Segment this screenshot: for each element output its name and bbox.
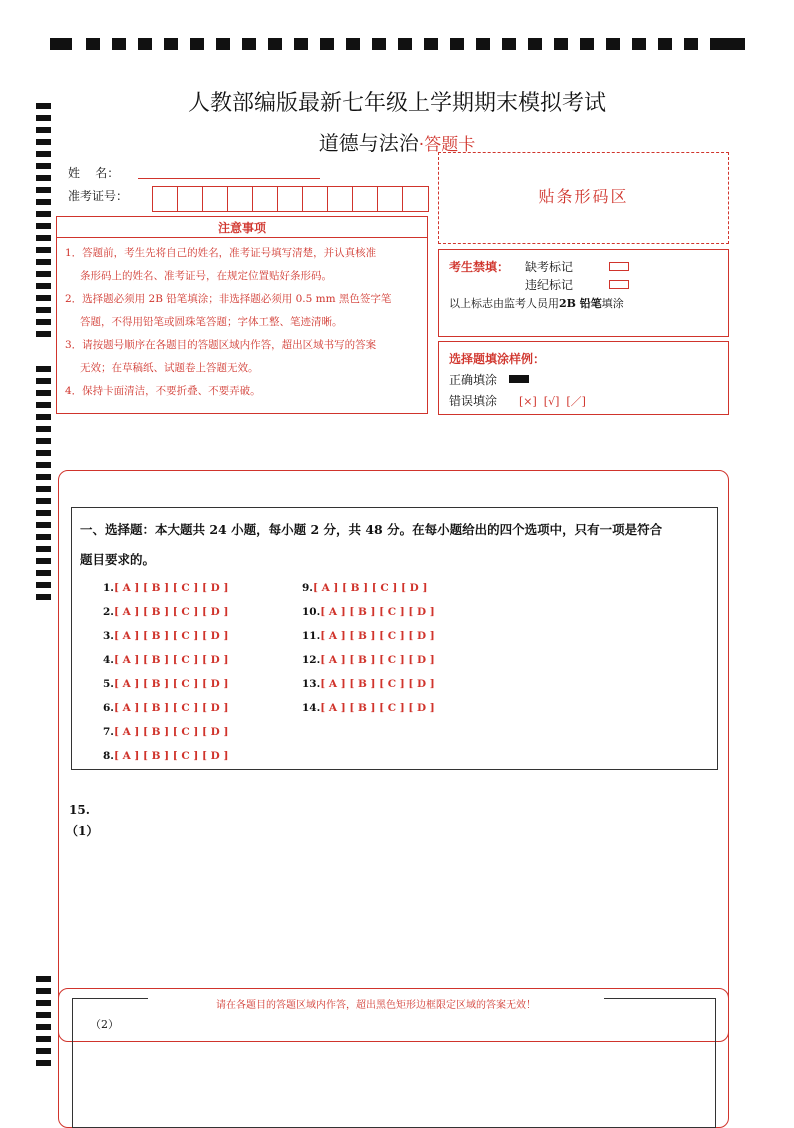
mc-answer-options[interactable]: [ A ] [ B ] [ C ] [ D ] bbox=[320, 654, 435, 666]
notice-item: 1．答题前，考生先将自己的姓名，准考证号填写清楚，并认真核准 bbox=[65, 247, 377, 259]
id-cell[interactable] bbox=[253, 187, 278, 211]
question-15-part1: （1） bbox=[66, 824, 99, 838]
name-field[interactable] bbox=[138, 178, 320, 179]
correct-fill-mark bbox=[509, 375, 529, 383]
id-cell[interactable] bbox=[153, 187, 178, 211]
card-suffix: ·答题卡 bbox=[418, 135, 476, 155]
mc-question-row[interactable] bbox=[302, 606, 435, 618]
id-number-grid[interactable] bbox=[152, 186, 429, 212]
mc-heading-line1: 一、选择题：本大题共 24 小题，每小题 2 分，共 48 分。在每小题给出的四个选项中，只有一项是符合 bbox=[80, 522, 663, 537]
violation-mark-label: 违纪标记 bbox=[525, 278, 574, 292]
exam-title: 人教部编版最新七年级上学期期末模拟考试 bbox=[187, 91, 606, 116]
mc-answer-options[interactable]: [ A ] [ B ] [ C ] [ D ] bbox=[113, 582, 229, 594]
mc-question-number: 13. bbox=[302, 678, 321, 690]
mc-question-row[interactable] bbox=[103, 630, 228, 642]
mc-question-row[interactable] bbox=[302, 654, 435, 666]
mc-question-number: 6. bbox=[103, 702, 114, 714]
mc-answer-options[interactable]: [ A ] [ B ] [ C ] [ D ] bbox=[113, 750, 229, 762]
mc-question-row[interactable] bbox=[103, 678, 228, 690]
mc-question-number: 10. bbox=[302, 606, 321, 618]
id-cell[interactable] bbox=[203, 187, 228, 211]
mc-question-number: 7. bbox=[103, 726, 114, 738]
mc-question-row[interactable] bbox=[302, 630, 435, 642]
notice-item: 无效；在草稿纸、试题卷上答题无效。 bbox=[80, 362, 259, 374]
mc-question-row[interactable] bbox=[103, 606, 228, 618]
mc-question-number: 3. bbox=[103, 630, 114, 642]
mc-question-row[interactable] bbox=[302, 678, 435, 690]
id-cell[interactable] bbox=[353, 187, 378, 211]
answer-box-2[interactable] bbox=[72, 998, 716, 1128]
mc-question-number: 11. bbox=[302, 630, 321, 642]
question-15-number: 15. bbox=[69, 803, 90, 817]
name-label: 姓 名： bbox=[68, 166, 120, 180]
mc-question-row[interactable] bbox=[103, 726, 228, 738]
mc-answer-options[interactable]: [ A ] [ B ] [ C ] [ D ] bbox=[320, 606, 435, 618]
mc-question-number: 4. bbox=[103, 654, 114, 666]
mc-answer-options[interactable]: [ A ] [ B ] [ C ] [ D ] bbox=[113, 678, 229, 690]
question-15-part2: （2） bbox=[90, 1018, 119, 1031]
mc-question-row[interactable] bbox=[302, 582, 427, 594]
examinee-forbidden-box bbox=[438, 249, 729, 337]
wrong-fill-marks: [×] [√] [／] bbox=[519, 395, 586, 408]
forbidden-note bbox=[449, 295, 624, 311]
mc-answer-options[interactable]: [ A ] [ B ] [ C ] [ D ] bbox=[113, 726, 229, 738]
notice-body bbox=[56, 238, 428, 414]
id-cell[interactable] bbox=[303, 187, 328, 211]
id-label: 准考证号： bbox=[68, 189, 129, 203]
notice-item: 2．选择题必须用 2B 铅笔填涂；非选择题必须用 0.5 mm 黑色签字笔 bbox=[65, 293, 392, 305]
notice-title: 注意事项 bbox=[56, 216, 428, 238]
question-15-part1-answer-area[interactable] bbox=[68, 840, 718, 980]
fill-sample-box bbox=[438, 341, 729, 415]
mc-answer-options[interactable]: [ A ] [ B ] [ C ] [ D ] bbox=[320, 630, 435, 642]
violation-mark-box[interactable] bbox=[609, 280, 629, 289]
id-cell[interactable] bbox=[403, 187, 428, 211]
mc-answer-options[interactable]: [ A ] [ B ] [ C ] [ D ] bbox=[113, 702, 229, 714]
mc-answer-options[interactable]: [ A ] [ B ] [ C ] [ D ] bbox=[320, 678, 435, 690]
mc-answer-options[interactable]: [ A ] [ B ] [ C ] [ D ] bbox=[113, 630, 229, 642]
absent-mark-label: 缺考标记 bbox=[525, 260, 574, 274]
forbidden-note-pre: 以上标志由监考人员用 bbox=[449, 297, 559, 310]
mc-question-number: 14. bbox=[302, 702, 321, 714]
top-timing-marks bbox=[50, 38, 745, 50]
forbidden-title: 考生禁填： bbox=[449, 260, 510, 274]
notice-item: 4．保持卡面清洁，不要折叠、不要弄破。 bbox=[65, 385, 261, 397]
mc-question-row[interactable] bbox=[103, 654, 228, 666]
mc-question-number: 12. bbox=[302, 654, 321, 666]
subject-name: 道德与法治 bbox=[318, 131, 419, 155]
correct-fill-label: 正确填涂 bbox=[449, 373, 498, 387]
forbidden-note-bold: 2B 铅笔 bbox=[559, 297, 602, 310]
mc-question-row[interactable] bbox=[302, 702, 435, 714]
mc-answer-options[interactable]: [ A ] [ B ] [ C ] [ D ] bbox=[113, 606, 229, 618]
mc-answer-options[interactable]: [ A ] [ B ] [ C ] [ D ] bbox=[113, 654, 229, 666]
id-cell[interactable] bbox=[378, 187, 403, 211]
mc-heading-line2: 题目要求的。 bbox=[80, 552, 156, 567]
id-cell[interactable] bbox=[278, 187, 303, 211]
barcode-area: 贴条形码区 bbox=[438, 152, 729, 244]
mc-question-number: 5. bbox=[103, 678, 114, 690]
mc-answer-options[interactable]: [ A ] [ B ] [ C ] [ D ] bbox=[312, 582, 428, 594]
mc-answer-options[interactable]: [ A ] [ B ] [ C ] [ D ] bbox=[320, 702, 435, 714]
mc-question-number: 1. bbox=[103, 582, 114, 594]
mc-question-number: 9. bbox=[302, 582, 313, 594]
notice-item: 条形码上的姓名、准考证号，在规定位置贴好条形码。 bbox=[80, 270, 332, 282]
mc-question-number: 8. bbox=[103, 750, 114, 762]
notice-item: 3．请按题号顺序在各题目的答题区域内作答，超出区域书写的答案 bbox=[65, 339, 377, 351]
sample-title: 选择题填涂样例： bbox=[449, 352, 546, 366]
mc-question-row[interactable] bbox=[103, 750, 228, 762]
id-cell[interactable] bbox=[328, 187, 353, 211]
mc-question-row[interactable] bbox=[103, 702, 228, 714]
out-of-area-warning: 请在各题目的答题区域内作答，超出黑色矩形边框限定区域的答案无效！ bbox=[148, 996, 604, 1011]
notice-item: 答题，不得用铅笔或圆珠笔答题；字体工整、笔迹清晰。 bbox=[80, 316, 343, 328]
id-cell[interactable] bbox=[228, 187, 253, 211]
mc-question-row[interactable] bbox=[103, 582, 228, 594]
wrong-fill-label: 错误填涂 bbox=[449, 394, 498, 408]
absent-mark-box[interactable] bbox=[609, 262, 629, 271]
forbidden-note-post: 填涂 bbox=[601, 297, 624, 310]
id-cell[interactable] bbox=[178, 187, 203, 211]
mc-question-number: 2. bbox=[103, 606, 114, 618]
